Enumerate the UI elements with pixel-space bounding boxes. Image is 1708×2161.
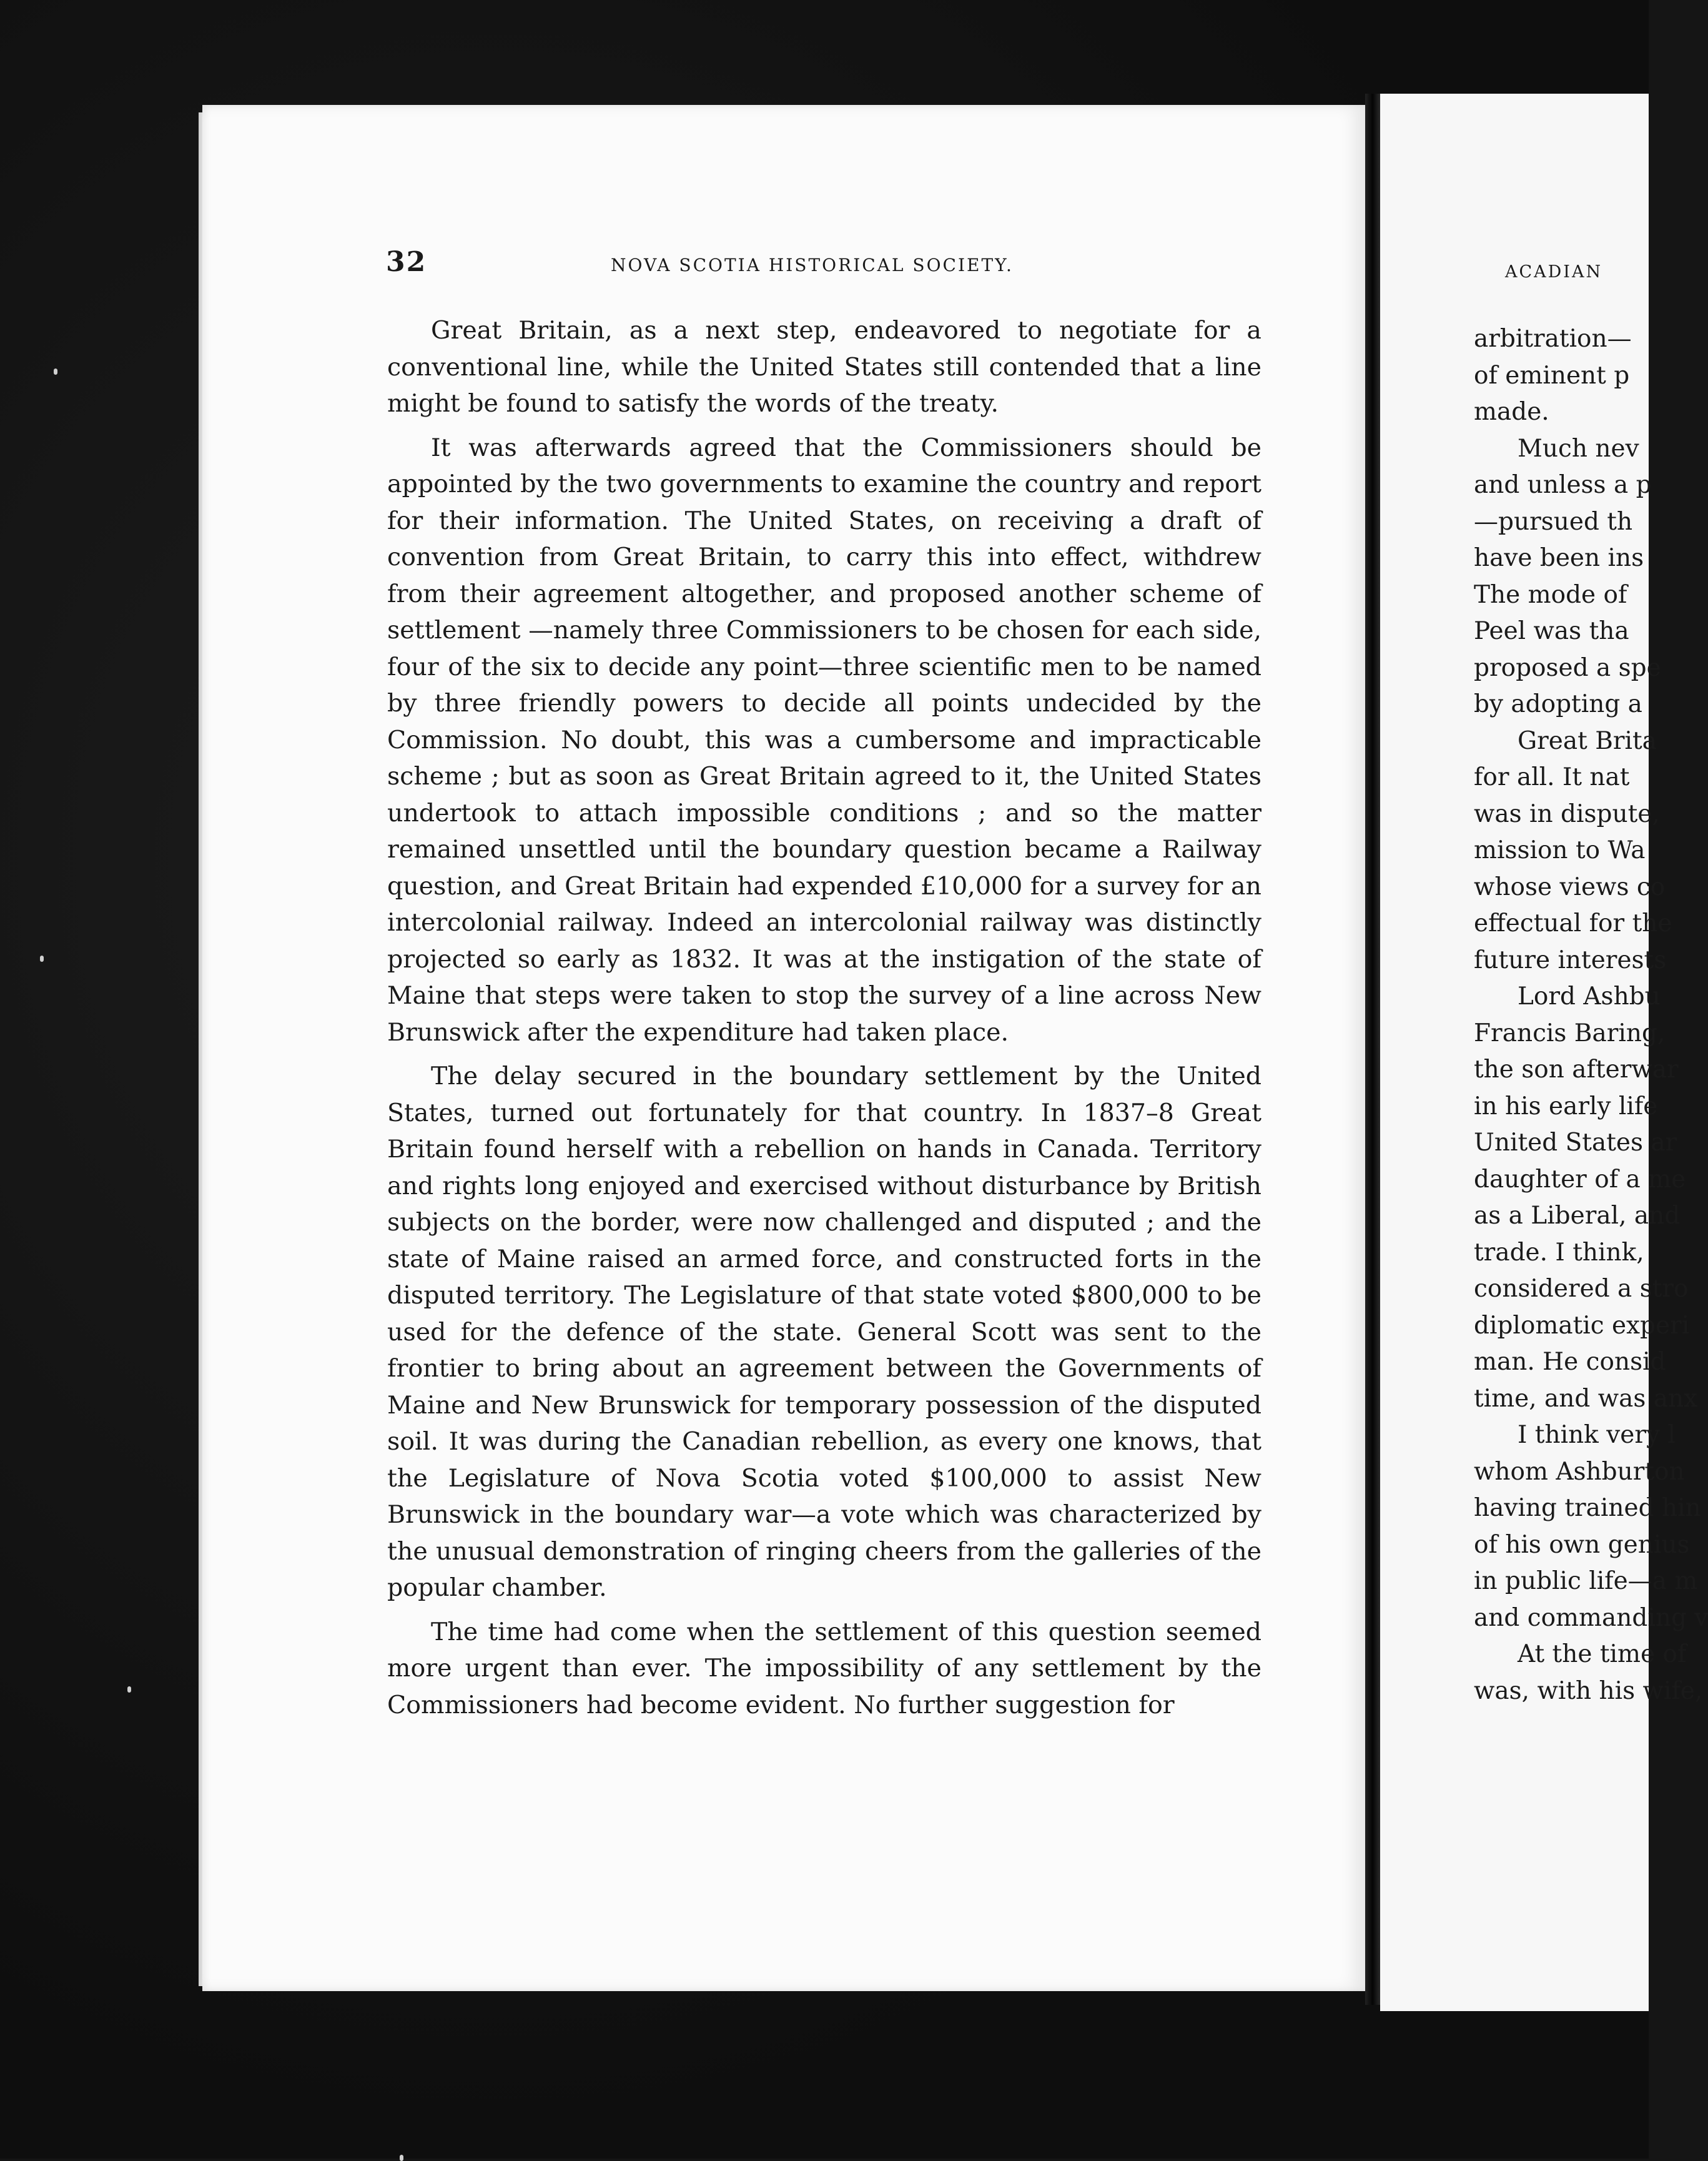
page-number: 32 [386,246,427,278]
running-title: NOVA SCOTIA HISTORICAL SOCIETY. [611,255,1014,275]
right-page-line: by adopting a [1474,690,1642,718]
right-page-line: Much nev [1518,434,1639,463]
right-page-line: in public life—a m [1474,1567,1698,1595]
right-page-line: At the time of [1518,1640,1687,1668]
right-page-line: Lord Ashbu [1518,982,1661,1011]
dust-speck [54,368,57,375]
right-page-line: United States ar [1474,1129,1677,1157]
paragraph: The time had come when the settlement of this question seemed more urgent than ever. The impossibility of any settlement by the Commissioners had become evident. No further suggestion for [387,1617,1261,1719]
right-page-line: Great Brita [1518,726,1657,755]
right-page-line: man. He consid [1474,1348,1666,1376]
right-page-line: made. [1474,398,1549,426]
right-page-line: for all. It nat [1474,763,1630,791]
right-page-line: —pursued th [1474,507,1633,536]
right-page-line: of his own genius [1474,1530,1690,1559]
right-page-line: whom Ashburton [1474,1457,1685,1486]
right-page-line: I think very l [1518,1421,1676,1449]
right-page [1380,94,1708,2011]
right-page-line: the son afterwar [1474,1056,1679,1084]
right-page-line: and commanding v [1474,1603,1708,1632]
dust-speck [127,1686,131,1693]
book-gutter [1365,94,1380,2005]
right-running-title: ACADIAN [1505,262,1603,282]
right-page-line: future interests [1474,946,1667,974]
right-page-line: arbitration— [1474,325,1632,353]
right-page-line: diplomatic experi [1474,1311,1690,1340]
right-page-line: and unless a p [1474,471,1652,499]
right-page-line: considered a stro [1474,1275,1689,1303]
paragraph: The delay secured in the boundary settlement by the United States, turned out fortunately for that country. In 1837–8 Great Britain found herself with a rebellion on hands in Canada. Territory and rights long enjoyed and exercised without disturbance by British subjects on the border, were now challenged and disputed ; and the state of Maine raised an armed force, and constructed forts in the disputed territory. The Legislature of that state voted $800,000 to be used for the defence of the state. General Scott was sent to the frontier to bring about an agreement between the Governments of Maine and New Brunswick for temporary possession of the disputed soil. It was during the Canadian rebellion, as every one knows, that the Legislature of Nova Scotia voted $100,000 to assist New Brunswick in the boundary war—a vote which was characterized by the unusual demonstration of ringing cheers from the galleries of the popular chamber. [387,1062,1261,1602]
right-page-line: as a Liberal, and [1474,1202,1681,1230]
right-page-text [1474,321,1708,1709]
right-page-line: mission to Wa [1474,836,1646,864]
right-page-line: was in dispute, [1474,799,1660,828]
dust-speck [40,956,44,962]
right-page-line: daughter of a me [1474,1165,1686,1194]
running-head [386,246,1260,292]
right-page-line: effectual for the [1474,909,1672,937]
right-page-line: whose views co [1474,873,1666,901]
right-page-line: of eminent p [1474,361,1630,390]
body-text [387,312,1261,1731]
right-page-line: Francis Baring, [1474,1019,1666,1047]
right-page-line: in his early life [1474,1092,1658,1120]
right-page-line: The mode of [1474,580,1627,609]
right-page-line: Peel was tha [1474,617,1629,645]
right-page-line: time, and was anx [1474,1384,1698,1413]
right-page-line: have been ins [1474,544,1644,572]
right-page-line: trade. I think, [1474,1238,1644,1267]
paragraph: It was afterwards agreed that the Commissioners should be appointed by the two governments to examine the country and report for their information. The United States, on receiving a draft of convention from Great Britain, to carry this into effect, withdrew from their agreement altogether, and proposed another scheme of settlement —namely three Commissioners to be chosen for each side, four of the six to decide any point—three scientific men to be named by three friendly powers to decide all points undecided by the Commission. No doubt, this was a cumbersome and impracticable scheme ; but as soon as Great Britain agreed to it, the United States undertook to attach impossible conditions ; and so the matter remained unsettled until the boundary question became a Railway question, and Great Britain had expended £10,000 for a survey for an intercolonial railway. Indeed an intercolonial railway was distinctly projected so early as 1832. It was at the instigation of the state of Maine that steps were taken to stop the survey of a line across New Brunswick after the expenditure had taken place. [387,433,1261,1047]
right-page-line: proposed a spe [1474,653,1661,682]
right-page-line: was, with his wife, [1474,1676,1703,1705]
dust-speck [400,2155,403,2161]
right-page-line: having trained hin [1474,1494,1701,1522]
paragraph: Great Britain, as a next step, endeavored to negotiate for a conventional line, while the United States still contended that a line might be found to satisfy the words of the treaty. [387,316,1261,418]
